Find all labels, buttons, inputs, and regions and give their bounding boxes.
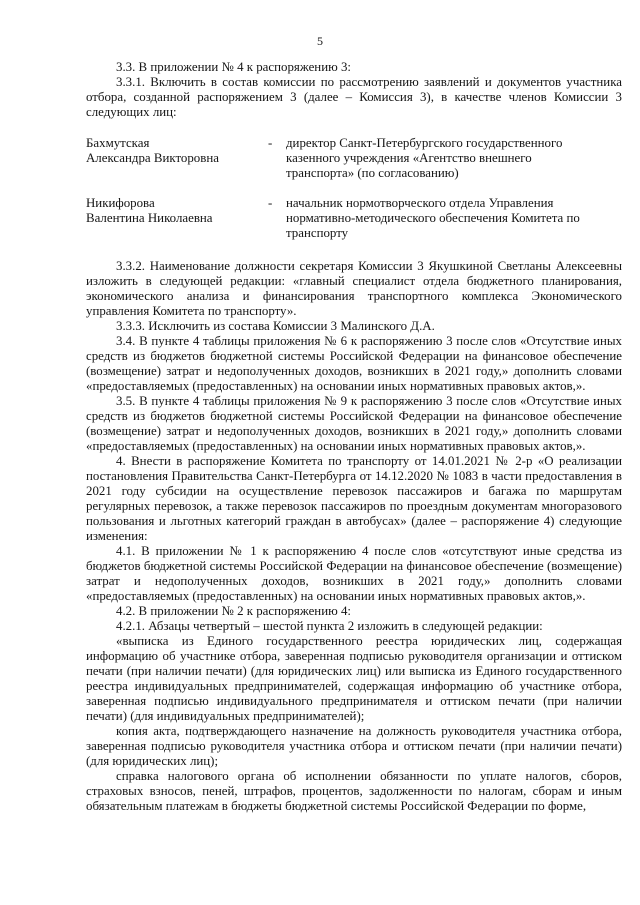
paragraph-3-3-3: 3.3.3. Исключить из состава Комиссии 3 Малинского Д.А.: [116, 319, 435, 333]
quoted-paragraph-act-copy: копия акта, подтверждающего назначение на должность руководителя участника отбора, заверенная подписью руководителя участника отбора и оттиском печати (при наличии печати) (для юридических лиц);: [86, 724, 622, 768]
paragraph-4-2-1: 4.2.1. Абзацы четвертый – шестой пункта 2 изложить в следующей редакции:: [116, 619, 543, 633]
paragraph-3-3: 3.3. В приложении № 4 к распоряжению 3:: [116, 60, 351, 74]
commission-members-list: [86, 136, 622, 241]
page-number: 5: [317, 34, 323, 48]
paragraph-3-3-2: 3.3.2. Наименование должности секретаря Комиссии 3 Якушкиной Светланы Алексеевны изложить в следующей редакции: «главный специалист отдела бюджетного планирования, экономического анализа и финансирования транспортного комплекса Экономического управления Комитета по транспорту».: [86, 259, 622, 318]
paragraph-3-4: 3.4. В пункте 4 таблицы приложения № 6 к распоряжению 3 после слов «Отсутствие иных средств из бюджетов бюджетной системы Российской Федерации на финансовое обеспечение (возмещение) затрат и недополученных доходов, возникших в 2021 году,» дополнить словами «предоставляемых (предоставленных) на основании иных нормативных правовых актов,».: [86, 334, 622, 393]
member-given-names: Валентина Николаевна: [86, 211, 213, 225]
member-dash: -: [268, 196, 273, 210]
member-given-names: Александра Викторовна: [86, 151, 219, 165]
member-surname: Бахмутская: [86, 136, 150, 150]
paragraph-4: 4. Внести в распоряжение Комитета по транспорту от 14.01.2021 № 2-р «О реализации постановления Правительства Санкт-Петербурга от 14.12.2020 № 1083 в части предоставления в 2021 году субсидии на осуществление перевозок пассажиров и багажа по маршрутам регулярных перевозок, а также перевозок пассажиров по проездным документам многоразового пользования и льготных категорий граждан в автобусах» (далее – распоряжение 4) следующие изменения:: [86, 454, 622, 543]
member-name: [86, 196, 268, 241]
quoted-paragraph-tax-certificate: справка налогового органа об исполнении обязанности по уплате налогов, сборов, страховых взносов, пеней, штрафов, процентов, задолженности по налогам, сборам и иным обязательным платежам в бюджеты бюджетной системы Российской Федерации по форме,: [86, 769, 622, 813]
member-role: начальник нормотворческого отдела Управления нормативно-методического обеспечения Комитета по транспорту: [286, 196, 580, 240]
member-entry: [86, 196, 622, 241]
member-role: директор Санкт-Петербургского государственного казенного учреждения «Агентство внешнего транспорта» (по согласованию): [286, 136, 563, 180]
paragraph-4-1: 4.1. В приложении № 1 к распоряжению 4 после слов «отсутствуют иные средства из бюджетов бюджетной системы Российской Федерации на финансовое обеспечение (возмещение) затрат и недополученных доходов, возникших в 2021 году,» дополнить словами «предоставляемых (предоставленных) на основании иных нормативных правовых актов,».: [86, 544, 622, 603]
member-dash: -: [268, 136, 273, 150]
member-name: [86, 136, 268, 181]
member-entry: [86, 136, 622, 181]
paragraph-3-5: 3.5. В пункте 4 таблицы приложения № 9 к распоряжению 3 после слов «Отсутствие иных средств из бюджетов бюджетной системы Российской Федерации на финансовое обеспечение (возмещение) затрат и недополученных доходов, возникших в 2021 году,» дополнить словами «предоставляемых (предоставленных) на основании иных нормативных правовых актов,».: [86, 394, 622, 453]
quoted-paragraph-extract: «выписка из Единого государственного реестра юридических лиц, содержащая информацию об участнике отбора, заверенная подписью руководителя организации и оттиском печати (при наличии печати) (для юридических лиц) или выписка из Единого государственного реестра индивидуальных предпринимателей, содержащая информацию об участнике отбора, заверенная подписью индивидуального предпринимателя и оттиском печати (при наличии печати) (для индивидуальных предпринимателей);: [86, 634, 622, 723]
paragraph-3-3-1: 3.3.1. Включить в состав комиссии по рассмотрению заявлений и документов участника отбора, созданной распоряжением 3 (далее – Комиссия 3), в качестве членов Комиссии 3 следующих лиц:: [86, 75, 622, 119]
paragraph-4-2: 4.2. В приложении № 2 к распоряжению 4:: [116, 604, 351, 618]
document-body: [86, 60, 622, 814]
member-surname: Никифорова: [86, 196, 155, 210]
